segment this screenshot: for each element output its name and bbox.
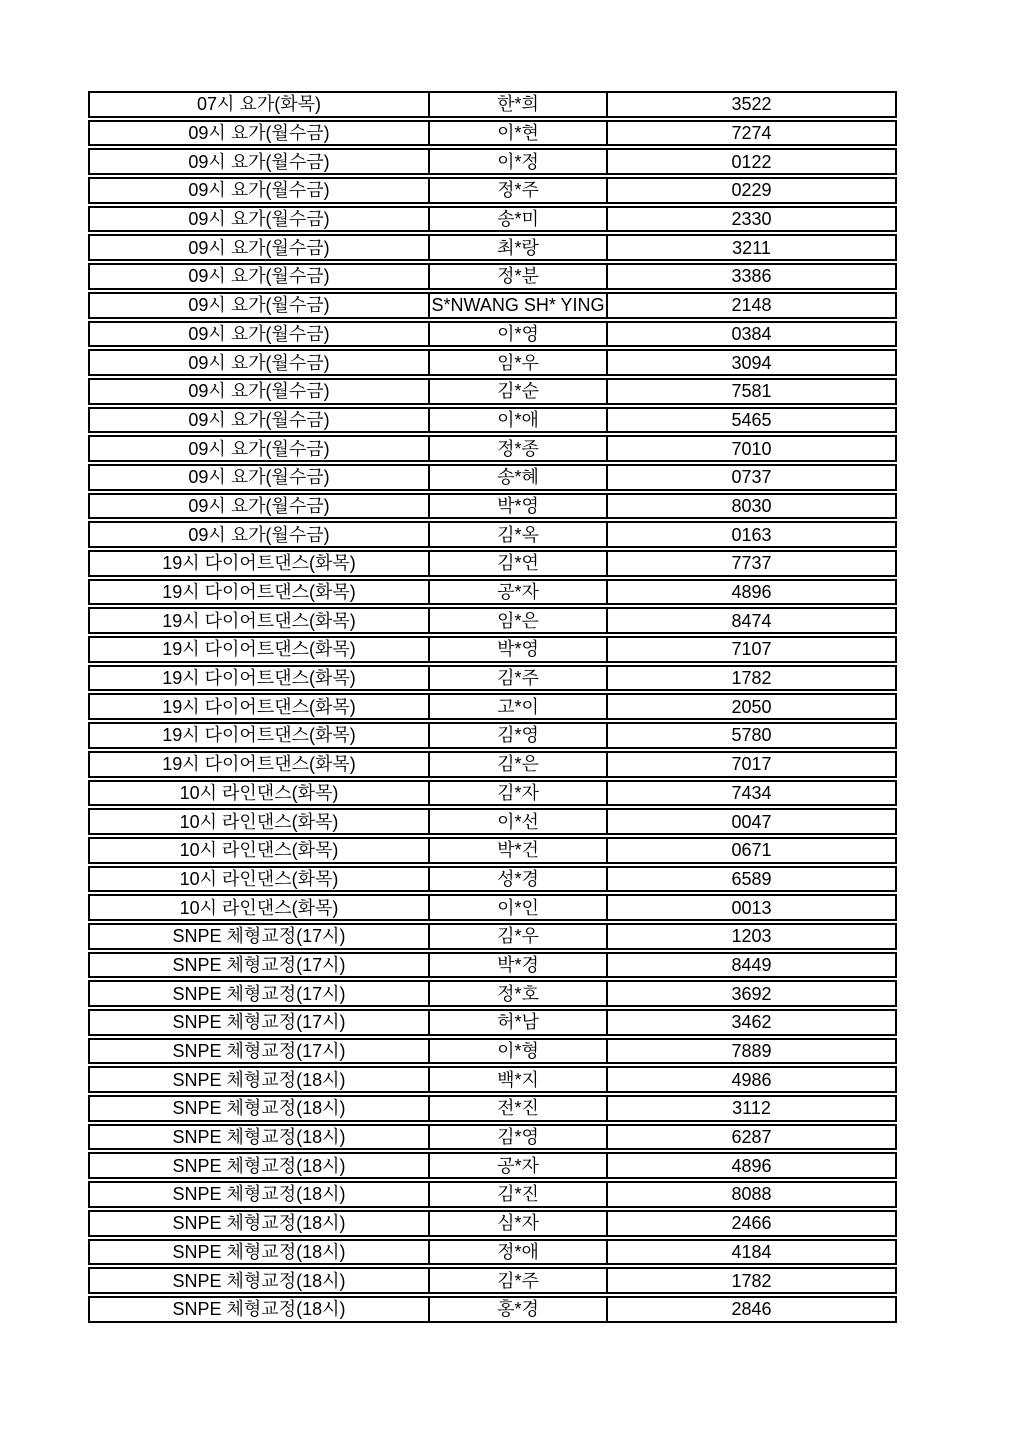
member-name-cell: 이*현 <box>428 122 606 145</box>
number-cell: 1782 <box>606 1269 895 1292</box>
class-name-cell: 09시 요가(월수금) <box>188 495 330 516</box>
table-row <box>88 1267 897 1294</box>
number-cell: 0737 <box>606 466 895 489</box>
class-name-cell: 19시 다이어트댄스(화목) <box>162 639 356 660</box>
member-name-cell: 한*희 <box>428 93 606 116</box>
class-name-cell: SNPE 체형교정(17시) <box>172 1041 346 1062</box>
class-name-cell: SNPE 체형교정(18시) <box>172 1270 346 1291</box>
table-row <box>88 866 897 893</box>
number-cell: 4986 <box>606 1068 895 1091</box>
table-row <box>88 665 897 692</box>
member-name-cell: 공*자 <box>428 581 606 604</box>
class-name-cell: 19시 다이어트댄스(화목) <box>162 582 356 603</box>
number-cell: 3211 <box>606 236 895 259</box>
class-name-cell: 09시 요가(월수금) <box>188 524 330 545</box>
member-name-cell: 김*옥 <box>428 523 606 546</box>
table-row <box>88 579 897 606</box>
table-row <box>88 148 897 175</box>
number-cell: 7737 <box>606 552 895 575</box>
class-name-cell: 09시 요가(월수금) <box>188 266 330 287</box>
number-cell: 0047 <box>606 810 895 833</box>
class-name-cell: 09시 요가(월수금) <box>188 381 330 402</box>
table-row <box>88 550 897 577</box>
class-name-cell: 09시 요가(월수금) <box>188 151 330 172</box>
class-name-cell: 09시 요가(월수금) <box>188 237 330 258</box>
table-row <box>88 952 897 979</box>
number-cell: 7581 <box>606 380 895 403</box>
member-name-cell: 정*분 <box>428 265 606 288</box>
class-name-cell: 10시 라인댄스(화목) <box>179 782 339 803</box>
member-name-cell: 김*자 <box>428 782 606 805</box>
class-name-cell: SNPE 체형교정(17시) <box>172 954 346 975</box>
number-cell: 2846 <box>606 1298 895 1321</box>
number-cell: 3094 <box>606 351 895 374</box>
class-name-cell: SNPE 체형교정(18시) <box>172 1184 346 1205</box>
number-cell: 1203 <box>606 925 895 948</box>
table-row <box>88 1210 897 1237</box>
table-row <box>88 493 897 520</box>
number-cell: 0229 <box>606 179 895 202</box>
table-row <box>88 464 897 491</box>
table-row <box>88 1066 897 1093</box>
table-row <box>88 1296 897 1323</box>
class-name-cell: 09시 요가(월수금) <box>188 295 330 316</box>
table-row <box>88 407 897 434</box>
attendance-table <box>88 91 897 1325</box>
table-row <box>88 780 897 807</box>
member-name-cell: 최*랑 <box>428 236 606 259</box>
class-name-cell: 09시 요가(월수금) <box>188 209 330 230</box>
member-name-cell: 김*은 <box>428 753 606 776</box>
table-row <box>88 349 897 376</box>
class-name-cell: 09시 요가(월수금) <box>188 467 330 488</box>
table-row <box>88 521 897 548</box>
class-name-cell: SNPE 체형교정(17시) <box>172 1012 346 1033</box>
class-name-cell: SNPE 체형교정(17시) <box>172 983 346 1004</box>
class-name-cell: 09시 요가(월수금) <box>188 123 330 144</box>
member-name-cell: 정*주 <box>428 179 606 202</box>
member-name-cell: 박*경 <box>428 954 606 977</box>
member-name-cell: 송*혜 <box>428 466 606 489</box>
member-name-cell: 임*은 <box>428 609 606 632</box>
class-name-cell: SNPE 체형교정(18시) <box>172 1069 346 1090</box>
table-row <box>88 234 897 261</box>
member-name-cell: 고*이 <box>428 695 606 718</box>
number-cell: 6589 <box>606 868 895 891</box>
table-row <box>88 751 897 778</box>
table-row <box>88 837 897 864</box>
member-name-cell: 김*영 <box>428 724 606 747</box>
number-cell: 0384 <box>606 323 895 346</box>
class-name-cell: 10시 라인댄스(화목) <box>179 897 339 918</box>
number-cell: 2050 <box>606 695 895 718</box>
table-row <box>88 607 897 634</box>
class-name-cell: 09시 요가(월수금) <box>188 438 330 459</box>
class-name-cell: 09시 요가(월수금) <box>188 323 330 344</box>
number-cell: 8030 <box>606 495 895 518</box>
table-row <box>88 636 897 663</box>
table-row <box>88 292 897 319</box>
number-cell: 3692 <box>606 982 895 1005</box>
member-name-cell: 전*진 <box>428 1097 606 1120</box>
number-cell: 3522 <box>606 93 895 116</box>
number-cell: 7107 <box>606 638 895 661</box>
member-name-cell: 정*종 <box>428 437 606 460</box>
class-name-cell: SNPE 체형교정(18시) <box>172 1127 346 1148</box>
class-name-cell: SNPE 체형교정(18시) <box>172 1213 346 1234</box>
number-cell: 8449 <box>606 954 895 977</box>
class-name-cell: 09시 요가(월수금) <box>188 352 330 373</box>
table-row <box>88 1152 897 1179</box>
table-row <box>88 378 897 405</box>
table-row <box>88 206 897 233</box>
number-cell: 0122 <box>606 150 895 173</box>
number-cell: 6287 <box>606 1126 895 1149</box>
class-name-cell: 09시 요가(월수금) <box>188 180 330 201</box>
number-cell: 0163 <box>606 523 895 546</box>
member-name-cell: 이*애 <box>428 409 606 432</box>
number-cell: 2466 <box>606 1212 895 1235</box>
number-cell: 4896 <box>606 581 895 604</box>
member-name-cell: 이*인 <box>428 896 606 919</box>
member-name-cell: S*NWANG SH* YING <box>428 294 606 317</box>
member-name-cell: 성*경 <box>428 868 606 891</box>
class-name-cell: 19시 다이어트댄스(화목) <box>162 725 356 746</box>
member-name-cell: 김*순 <box>428 380 606 403</box>
number-cell: 7017 <box>606 753 895 776</box>
table-row <box>88 177 897 204</box>
class-name-cell: SNPE 체형교정(17시) <box>172 926 346 947</box>
member-name-cell: 이*형 <box>428 1040 606 1063</box>
member-name-cell: 김*연 <box>428 552 606 575</box>
table-row <box>88 120 897 147</box>
class-name-cell: 19시 다이어트댄스(화목) <box>162 610 356 631</box>
table-row <box>88 1239 897 1266</box>
member-name-cell: 박*영 <box>428 495 606 518</box>
table-row <box>88 91 897 118</box>
table-row <box>88 894 897 921</box>
member-name-cell: 백*지 <box>428 1068 606 1091</box>
member-name-cell: 송*미 <box>428 208 606 231</box>
table-row <box>88 693 897 720</box>
number-cell: 3386 <box>606 265 895 288</box>
member-name-cell: 임*우 <box>428 351 606 374</box>
number-cell: 1782 <box>606 667 895 690</box>
member-name-cell: 김*주 <box>428 667 606 690</box>
member-name-cell: 김*영 <box>428 1126 606 1149</box>
class-name-cell: 19시 다이어트댄스(화목) <box>162 754 356 775</box>
member-name-cell: 이*영 <box>428 323 606 346</box>
number-cell: 8474 <box>606 609 895 632</box>
class-name-cell: 19시 다이어트댄스(화목) <box>162 668 356 689</box>
table-row <box>88 980 897 1007</box>
member-name-cell: 김*진 <box>428 1183 606 1206</box>
member-name-cell: 김*우 <box>428 925 606 948</box>
class-name-cell: 10시 라인댄스(화목) <box>179 868 339 889</box>
class-name-cell: SNPE 체형교정(18시) <box>172 1155 346 1176</box>
class-name-cell: 19시 다이어트댄스(화목) <box>162 696 356 717</box>
number-cell: 7010 <box>606 437 895 460</box>
member-name-cell: 김*주 <box>428 1269 606 1292</box>
number-cell: 2330 <box>606 208 895 231</box>
number-cell: 0671 <box>606 839 895 862</box>
class-name-cell: SNPE 체형교정(18시) <box>172 1299 346 1320</box>
number-cell: 7889 <box>606 1040 895 1063</box>
table-row <box>88 1009 897 1036</box>
member-name-cell: 이*정 <box>428 150 606 173</box>
member-name-cell: 박*건 <box>428 839 606 862</box>
number-cell: 5780 <box>606 724 895 747</box>
table-row <box>88 1038 897 1065</box>
table-row <box>88 1181 897 1208</box>
number-cell: 0013 <box>606 896 895 919</box>
table-row <box>88 321 897 348</box>
number-cell: 3112 <box>606 1097 895 1120</box>
table-row <box>88 923 897 950</box>
member-name-cell: 공*자 <box>428 1154 606 1177</box>
class-name-cell: 09시 요가(월수금) <box>188 409 330 430</box>
number-cell: 4184 <box>606 1241 895 1264</box>
number-cell: 2148 <box>606 294 895 317</box>
table-row <box>88 435 897 462</box>
class-name-cell: 10시 라인댄스(화목) <box>179 811 339 832</box>
number-cell: 4896 <box>606 1154 895 1177</box>
number-cell: 7274 <box>606 122 895 145</box>
number-cell: 3462 <box>606 1011 895 1034</box>
table-row <box>88 1095 897 1122</box>
member-name-cell: 박*영 <box>428 638 606 661</box>
table-row <box>88 808 897 835</box>
class-name-cell: 07시 요가(화목) <box>197 94 321 115</box>
member-name-cell: 정*호 <box>428 982 606 1005</box>
table-row <box>88 722 897 749</box>
class-name-cell: SNPE 체형교정(18시) <box>172 1241 346 1262</box>
class-name-cell: 19시 다이어트댄스(화목) <box>162 553 356 574</box>
number-cell: 7434 <box>606 782 895 805</box>
class-name-cell: 10시 라인댄스(화목) <box>179 840 339 861</box>
member-name-cell: 이*선 <box>428 810 606 833</box>
table-row <box>88 263 897 290</box>
number-cell: 5465 <box>606 409 895 432</box>
number-cell: 8088 <box>606 1183 895 1206</box>
member-name-cell: 허*남 <box>428 1011 606 1034</box>
class-name-cell: SNPE 체형교정(18시) <box>172 1098 346 1119</box>
member-name-cell: 정*애 <box>428 1241 606 1264</box>
table-row <box>88 1124 897 1151</box>
member-name-cell: 홍*경 <box>428 1298 606 1321</box>
member-name-cell: 심*자 <box>428 1212 606 1235</box>
